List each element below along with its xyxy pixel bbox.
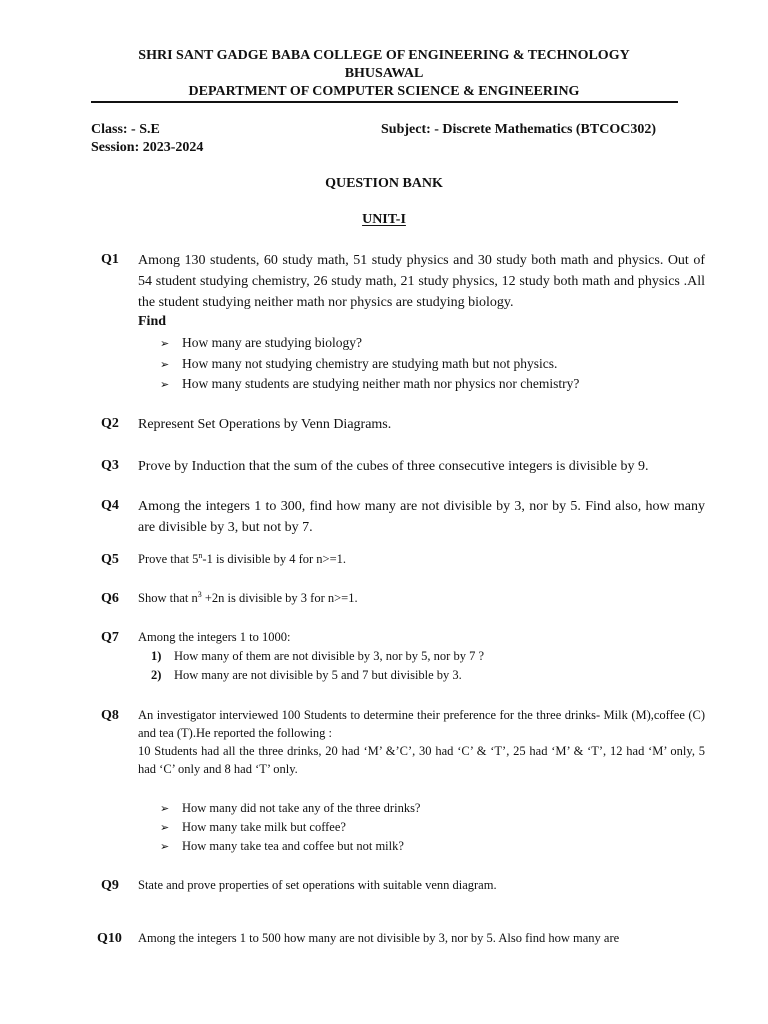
arrow-bullet-icon: ➢ [160,358,170,371]
session-label: Session: 2023-2024 [91,140,204,155]
question-number: Q1 [101,252,119,267]
list-item-text: How many students are studying neither math nor physics nor chemistry? [182,376,580,391]
question-text-part: -1 is divisible by 4 for n>=1. [202,552,347,566]
question-text: 10 Students had all the three drinks, 20 had ‘M’ &’C’, 30 had ‘C’ & ‘T’, 25 had ‘M’ & ‘T’, 12 had ‘M’ only, 5 had ‘C’ only and 8 had ‘T’ only. [138,744,705,776]
question-number: Q2 [101,416,119,431]
question-text [138,550,705,568]
list-item [160,354,557,375]
question-number: Q7 [101,630,119,645]
list-item [160,799,420,818]
question-number: Q4 [101,498,119,513]
arrow-bullet-icon: ➢ [160,378,170,391]
unit-heading [0,212,768,228]
list-item [151,647,484,665]
question-text-part: +2n is divisible by 3 for n>=1. [201,591,358,605]
list-item [151,666,462,684]
superscript: 3 [197,589,202,599]
list-item [160,818,346,837]
question-number: Q5 [101,552,119,567]
question-text: An investigator interviewed 100 Students to determine their preference for the three drinks- Milk (M),coffee (C) and tea (T).He reported the following : [138,708,705,740]
question-number: Q6 [101,591,119,606]
question-number: Q9 [101,878,119,893]
list-item-text: How many take milk but coffee? [182,820,346,834]
arrow-bullet-icon: ➢ [160,337,170,350]
question-text: Among 130 students, 60 study math, 51 study physics and 30 study both math and physics. Out of 54 student studying chemistry, 26 study math, 21 study physics, 12 study both math and physics .All the student studying neither math nor physics are studying biology. [138,253,705,310]
arrow-bullet-icon: ➢ [160,821,170,834]
question-text: Among the integers 1 to 500 how many are not divisible by 3, nor by 5. Also find how many are [138,931,620,945]
question-text: Among the integers 1 to 300, find how many are not divisible by 3, nor by 5. Find also, how many are divisible by 3, but not by 7. [138,499,705,535]
list-item [160,333,362,354]
list-item-text: How many not studying chemistry are studying math but not physics. [182,356,558,371]
college-city: BHUSAWAL [344,66,424,81]
list-item-text: How many are not divisible by 5 and 7 but divisible by 3. [174,668,462,682]
list-item-text: How many take tea and coffee but not milk? [182,839,404,853]
question-text-part: Prove that 5 [138,552,199,566]
arrow-bullet-icon: ➢ [160,802,170,815]
question-number: Q10 [97,931,122,946]
question-number: Q3 [101,458,119,473]
question-text: Represent Set Operations by Venn Diagrams. [138,417,392,432]
question-text: Prove by Induction that the sum of the cubes of three consecutive integers is divisible by 9. [138,459,649,474]
arrow-bullet-icon: ➢ [160,840,170,853]
page-title: QUESTION BANK [325,176,443,191]
department-name: DEPARTMENT OF COMPUTER SCIENCE & ENGINEERING [188,84,580,99]
list-number: 1) [151,649,162,663]
unit-heading-text: UNIT-I [362,212,406,227]
list-item-text: How many did not take any of the three drinks? [182,801,421,815]
question-number: Q8 [101,708,119,723]
list-number: 2) [151,668,162,682]
college-name: SHRI SANT GADGE BABA COLLEGE OF ENGINEERING & TECHNOLOGY [138,48,630,63]
list-item-text: How many are studying biology? [182,335,362,350]
class-label: Class: - S.E [91,122,160,137]
find-label: Find [138,314,167,329]
subject-label: Subject: - Discrete Mathematics (BTCOC302) [381,122,657,137]
superscript: n [198,550,203,560]
list-item [160,837,404,856]
question-text: State and prove properties of set operations with suitable venn diagram. [138,878,497,892]
list-item-text: How many of them are not divisible by 3, nor by 5, nor by 7 ? [174,649,485,663]
question-text [138,589,705,607]
header-divider [91,101,678,103]
question-text-part: Show that n [138,591,198,605]
question-text: Among the integers 1 to 1000: [138,630,291,644]
list-item [160,374,579,395]
